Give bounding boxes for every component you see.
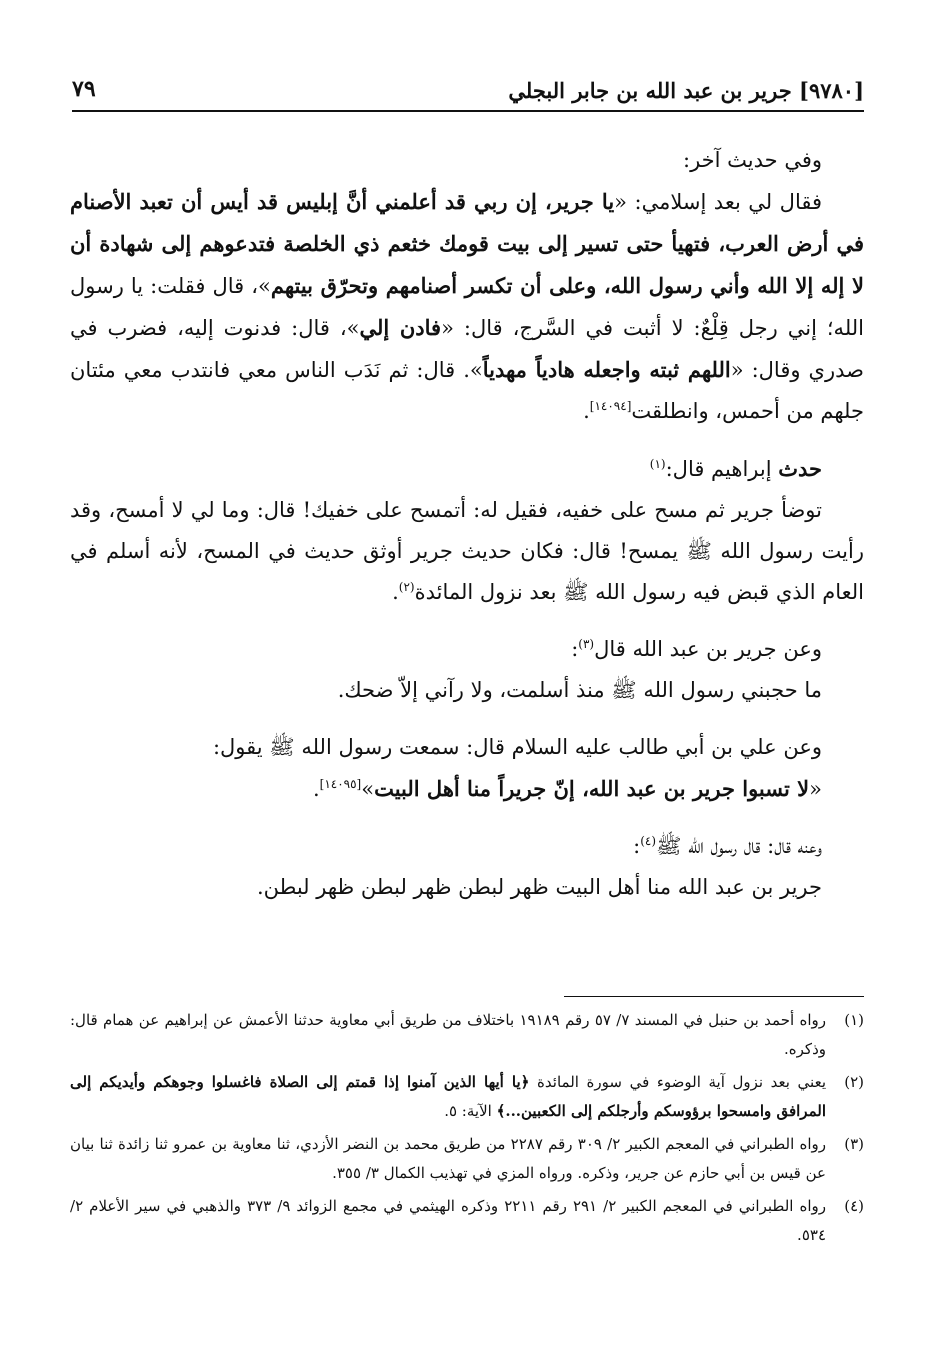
prophet-quote: فادن إلي — [359, 315, 442, 340]
hadith-reference: [١٤٠٩٥] — [319, 777, 362, 791]
footnote-number: (٤) — [844, 1197, 864, 1215]
text-span: »، قال: فدنوت إليه، فضرب في صدري وقال: « — [70, 316, 864, 382]
text-span: وعن جرير بن عبد الله قال — [594, 637, 822, 661]
text-span: فقال لي بعد إسلامي: « — [614, 190, 823, 214]
text-span: ما حجبني رسول الله ﷺ منذ أسلمت، ولا رآني إلاّ ضحك. — [337, 678, 822, 702]
footnote-text: رواه الطبراني في المعجم الكبير ٢/ ٢٩١ رقم ٢٢١١ وذكره الهيثمي في مجمع الزوائد ٩/ ٣٧٣ والذهبي في سير الأعلام ٢/ ٥٣٤. — [70, 1197, 826, 1244]
running-title: [٩٧٨٠] جرير بن عبد الله بن جابر البجلي — [508, 78, 864, 103]
footnote-marker: (٢) — [398, 580, 415, 594]
isnad-keyword: حدث — [778, 456, 822, 481]
text-span: »، قال فقلت: يا رسول الله؛ إني رجل قِلْعٌ: لا أثبت في السَّرج، قال: « — [70, 274, 865, 340]
page-header — [72, 70, 864, 112]
footnote-marker: (١) — [649, 457, 666, 471]
text-span: الآية: ٥. — [444, 1102, 497, 1120]
paragraph-anhu — [70, 826, 864, 867]
text-span: وعنه قال: قال رسول الله ﷺ — [656, 834, 822, 858]
footnote-divider — [564, 996, 864, 997]
text-span: « — [809, 777, 822, 801]
footnote-4 — [70, 1192, 864, 1250]
quran-verse: ﴿يا أيها الذين آمنوا إذا قمتم إلى الصلاة فاغسلوا وجوهكم وأيديكم إلى المرافق وامسحوا برؤوسكم وأرجلكم إلى الكعبين...﴾ — [70, 1073, 826, 1120]
footnote-number: (٣) — [844, 1135, 864, 1153]
footnote-text: رواه أحمد بن حنبل في المسند ٧/ ٥٧ رقم ١٩١٨٩ باختلاف من طريق أبي معاوية حدثنا الأعمش عن إبراهيم عن همام قال: وذكره. — [70, 1011, 827, 1058]
text-span: : — [633, 834, 641, 858]
footnote-text: رواه الطبراني في المعجم الكبير ٢/ ٣٠٩ رقم ٢٢٨٧ من طريق محمد بن النضر الأزدي، ثنا معاوية بن عمرو ثنا زائدة ثنا بيان عن قيس بن أبي حازم عن جرير، وذكره. ورواه المزي في تهذيب الكمال ٣/ ٣٥٥. — [70, 1135, 826, 1182]
text-span: ». قال: ثم نَدَب الناس معي فانتدب معي مئتان جلهم من أحمس، وانطلقت — [70, 358, 864, 423]
footnote-2 — [70, 1068, 864, 1126]
text-span: . — [583, 399, 590, 423]
paragraph-intro — [70, 140, 864, 181]
hadith-reference: [١٤٠٩٤] — [589, 399, 632, 413]
paragraph-ali — [70, 727, 864, 768]
footnotes — [70, 1006, 864, 1254]
footnote-1 — [70, 1006, 864, 1064]
text-span: جرير بن عبد الله منا أهل البيت ظهر لبطن ظهر لبطن ظهر لبطن. — [256, 875, 822, 899]
main-text — [70, 140, 864, 924]
prophet-quote: يا جرير، إن ربي قد أعلمني أنَّ إبليس قد أيس أن تعبد الأصنام في أرض العرب، فتهيأ حتى تسير إلى بيت قومك خثعم ذي الخلصة فتدعوهم إلى شهادة أن لا إله إلا الله وأني رسول الله، وعلى أن تكسر أصنامهم وتحرّق بيتهم — [70, 189, 864, 298]
paragraph-la-tasubbu — [70, 768, 864, 810]
paragraph-ahl-al-bayt — [70, 867, 864, 908]
text-span: توضأ جرير ثم مسح على خفيه، فقيل له: أتمسح على خفيك! قال: وما لي لا أمسح، وقد رأيت رسول الله ﷺ يمسح! قال: فكان حديث جرير أوثق حديث في المسح، لأنه أسلم في العام الذي قبض فيه رسول الله ﷺ بعد نزول المائدة — [70, 498, 864, 604]
paragraph-isnad-ibrahim — [70, 448, 864, 490]
text-span: يعني بعد نزول آية الوضوء في سورة المائدة — [529, 1073, 826, 1091]
text-span: » — [361, 777, 375, 801]
paragraph-khuff — [70, 490, 864, 613]
footnote-number: (١) — [844, 1011, 864, 1029]
footnote-marker: (٤) — [640, 834, 657, 848]
footnote-text — [70, 1068, 826, 1126]
paragraph-hadith-khathaam — [70, 181, 864, 432]
page-number: ٧٩ — [72, 76, 96, 102]
paragraph-jarir-said — [70, 629, 864, 670]
text-span: . — [392, 580, 399, 604]
footnote-number: (٢) — [844, 1073, 864, 1091]
footnote-marker: (٣) — [578, 637, 595, 651]
footnote-3 — [70, 1130, 864, 1188]
text-span: وعن علي بن أبي طالب عليه السلام قال: سمعت رسول الله ﷺ يقول: — [212, 735, 822, 759]
prophet-quote: اللهم ثبته واجعله هادياً مهدياً — [482, 357, 731, 382]
text-span: إبراهيم قال: — [665, 457, 779, 481]
text-span: : — [571, 637, 579, 661]
paragraph-hajabani — [70, 670, 864, 711]
prophet-quote: لا تسبوا جرير بن عبد الله، إنّ جريراً منا أهل البيت — [374, 776, 810, 801]
intro-text: وفي حديث آخر: — [683, 148, 822, 172]
text-span: . — [312, 777, 320, 801]
